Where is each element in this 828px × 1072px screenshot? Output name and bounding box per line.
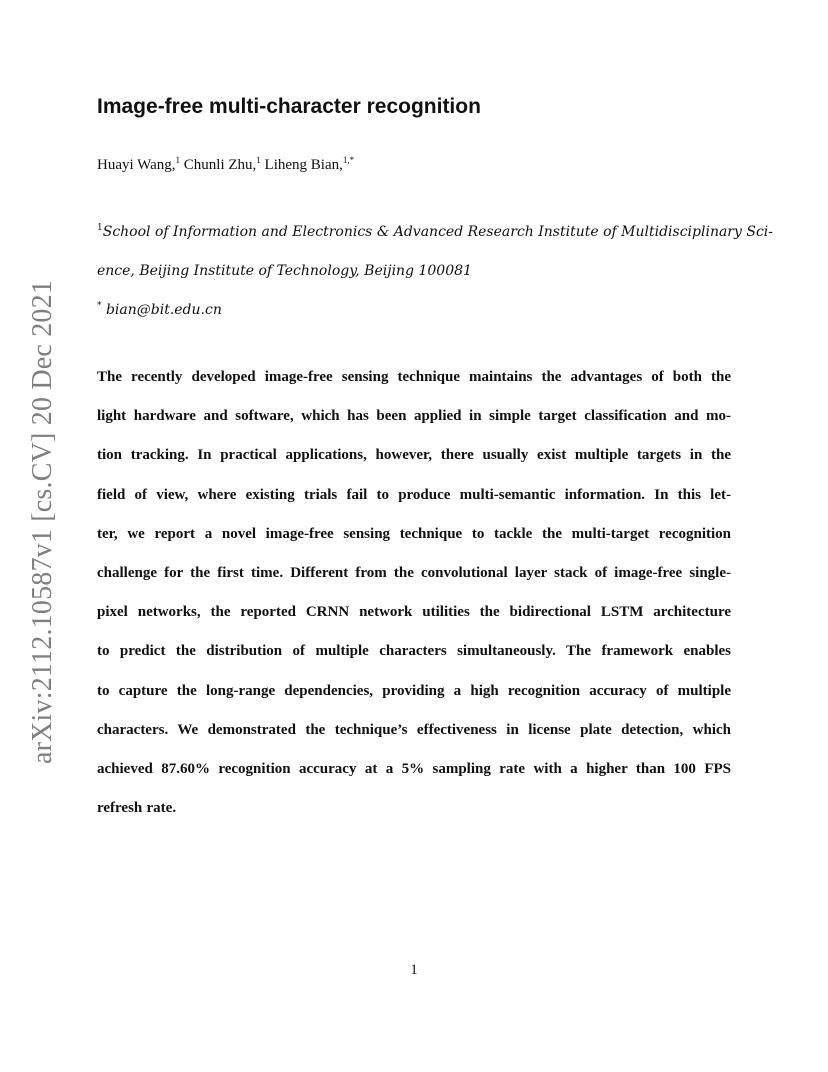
abstract-line: refresh rate.: [97, 800, 177, 817]
author-name: Chunli Zhu,: [183, 157, 257, 173]
author-list: [97, 155, 354, 175]
author-affiliation-mark: 1: [256, 155, 261, 165]
abstract-line: The recently developed image-free sensing technique maintains the advantages of both the: [97, 369, 731, 385]
paper-title: Image-free multi-character recognition: [97, 95, 481, 118]
affiliation-mark: 1: [97, 223, 103, 233]
author-name: Liheng Bian,: [264, 157, 343, 173]
correspondence-mark: *: [97, 301, 102, 311]
affiliation-line: [97, 261, 472, 281]
affiliation-line: [97, 222, 773, 242]
abstract-line: to capture the long-range dependencies, providing a high recognition accuracy of multiple: [97, 682, 731, 699]
page-number: 1: [410, 962, 418, 978]
affiliation-text: ence, Beijing Institute of Technology, Beijing 100081: [97, 263, 472, 279]
affiliation-text: School of Information and Electronics & Advanced Research Institute of Multidisciplinary Sci-: [102, 224, 773, 240]
abstract-line: light hardware and software, which has been applied in simple target classification and mo-: [97, 408, 731, 425]
abstract-line: challenge for the first time. Different from the convolutional layer stack of image-free single-: [97, 564, 731, 581]
author-name: Huayi Wang,: [97, 157, 176, 173]
author-affiliation-mark: 1,*: [342, 155, 355, 165]
abstract-line: to predict the distribution of multiple characters simultaneously. The framework enables: [97, 643, 731, 660]
abstract-line: achieved 87.60% recognition accuracy at a 5% sampling rate with a higher than 100 FPS: [97, 760, 731, 777]
abstract-line: field of view, where existing trials fail to produce multi-semantic information. In this let-: [97, 486, 731, 503]
abstract-line: pixel networks, the reported CRNN network utilities the bidirectional LSTM architecture: [97, 604, 731, 621]
arxiv-identifier-stamp: arXiv:2112.10587v1 [cs.CV] 20 Dec 2021: [27, 279, 58, 765]
author-affiliation-mark: 1: [175, 155, 181, 165]
correspondence-email: bian@bit.edu.cn: [105, 302, 222, 318]
abstract: [97, 358, 731, 828]
abstract-line: tion tracking. In practical applications, however, there usually exist multiple targets in the: [97, 447, 731, 464]
abstract-line: ter, we report a novel image-free sensing technique to tackle the multi-target recognition: [97, 525, 731, 542]
abstract-line: characters. We demonstrated the technique’s effectiveness in license plate detection, which: [97, 721, 731, 738]
correspondence-line: [97, 300, 222, 320]
